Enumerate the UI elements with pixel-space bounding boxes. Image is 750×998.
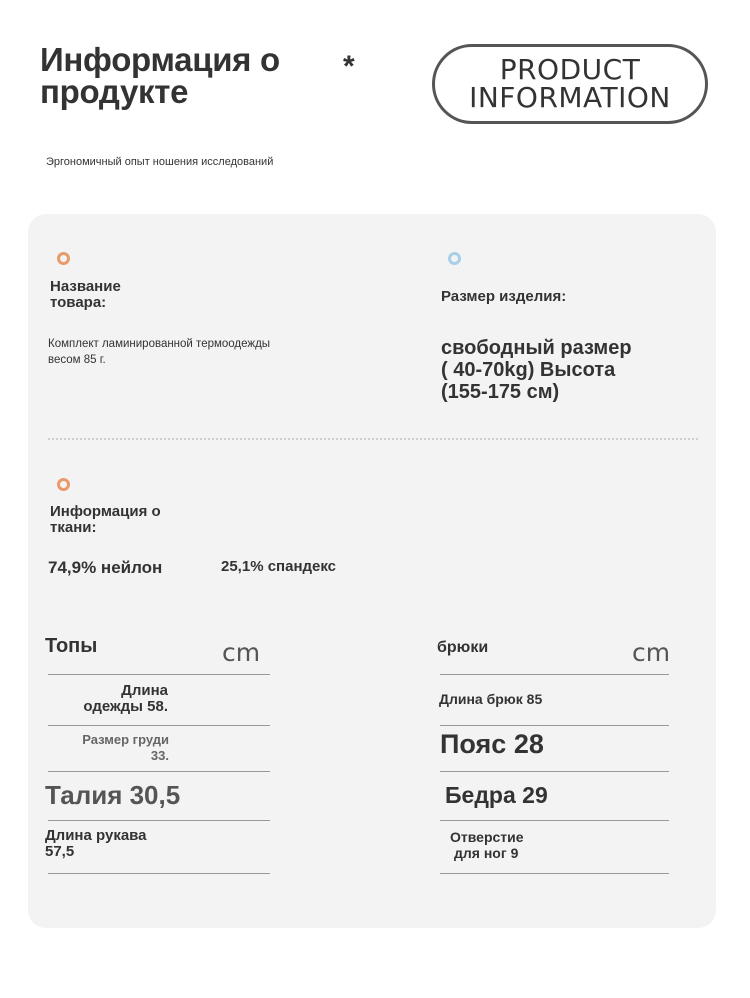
badge-line-2: INFORMATION [469, 81, 671, 114]
orange-ring-icon [57, 478, 70, 491]
tops-chest-line-2: 33. [150, 748, 169, 763]
pants-hips: Бедра 29 [445, 782, 548, 808]
tops-divider [48, 820, 270, 821]
pants-belt: Пояс 28 [440, 729, 544, 759]
pants-leg-line-1: Отверстие [450, 829, 524, 845]
pants-leg-opening [450, 829, 524, 861]
pants-title: брюки [437, 639, 489, 656]
pants-length: Длина брюк 85 [439, 691, 543, 707]
pants-leg-line-2: для ног 9 [454, 845, 519, 861]
tops-waist: Талия 30,5 [45, 780, 181, 810]
tops-unit: cm [222, 638, 261, 667]
subtitle: Эргономичный опыт ношения исследований [46, 156, 274, 168]
pants-divider [440, 820, 669, 821]
fabric-nylon: 74,9% нейлон [48, 558, 163, 577]
tops-sleeve-line-2: 57,5 [45, 843, 75, 860]
fabric-label-line-2: ткани: [50, 519, 97, 536]
tops-divider [48, 771, 270, 772]
orange-ring-icon [57, 252, 70, 265]
tops-length [74, 683, 168, 715]
tops-divider [48, 674, 270, 675]
tops-sleeve-line-1: Длина рукава [45, 827, 147, 844]
product-name-label-line-2: товара: [50, 294, 107, 311]
tops-chest-line-1: Размер груди [82, 732, 169, 747]
product-size-value-line-2: ( 40-70kg) Высота [441, 359, 616, 381]
product-size-label: Размер изделия: [441, 288, 567, 305]
tops-title: Топы [45, 635, 98, 657]
pants-divider [440, 674, 669, 675]
title-line-2: продукте [40, 73, 189, 110]
pants-unit: cm [632, 638, 671, 667]
product-name-value-line-2: весом 85 г. [48, 354, 106, 366]
dotted-divider [48, 438, 698, 440]
product-information-badge [432, 44, 708, 124]
pants-divider [440, 725, 669, 726]
tops-divider [48, 725, 270, 726]
product-name-label [50, 279, 121, 311]
title-line-1: Информация о [40, 41, 280, 78]
fabric-label [50, 504, 161, 536]
tops-length-line-1: Длина [121, 682, 168, 699]
product-size-value [441, 337, 632, 403]
product-size-value-line-1: свободный размер [441, 337, 632, 359]
fabric-spandex: 25,1% спандекс [221, 558, 337, 575]
blue-ring-icon [448, 252, 461, 265]
tops-divider [48, 873, 270, 874]
product-name-label-line-1: Название [50, 278, 121, 295]
product-name-value-line-1: Комплект ламинированной термоодежды [48, 338, 271, 350]
page-title [40, 41, 280, 110]
pants-divider [440, 873, 669, 874]
tops-length-line-2: одежды 58. [83, 698, 168, 715]
product-size-value-line-3: (155-175 см) [441, 381, 560, 403]
tops-sleeve [45, 828, 147, 860]
pants-divider [440, 771, 669, 772]
fabric-label-line-1: Информация о [50, 503, 161, 520]
tops-chest [64, 732, 169, 764]
product-name-value [48, 336, 270, 368]
badge-line-1: PRODUCT [499, 53, 641, 86]
star-mark: * [343, 50, 355, 83]
